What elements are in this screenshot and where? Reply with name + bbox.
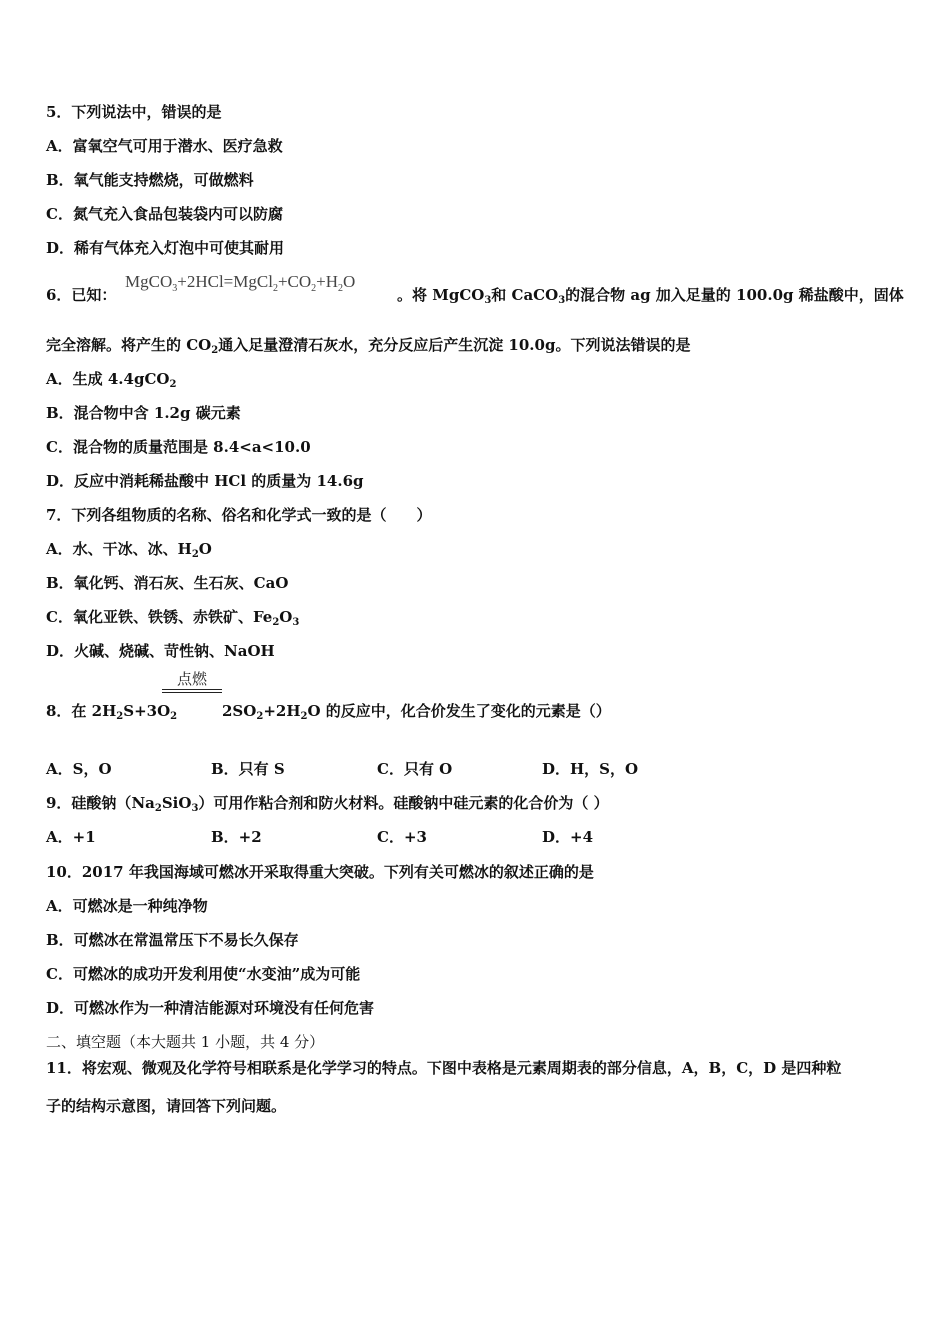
q7-option-c: C．氧化亚铁、铁锈、赤铁矿、$Fe_2O_3$	[46, 608, 300, 628]
question-5-stem: 5．下列说法中，错误的是	[46, 103, 222, 121]
q10-option-b: B．可燃冰在常温常压下不易长久保存	[46, 931, 299, 949]
q5-option-d: D．稀有气体充入灯泡中可使其耐用	[46, 239, 285, 257]
q8-option-d: D．H，S，O	[542, 760, 639, 778]
question-9-stem: 9．硅酸钠$(Na_2SiO_3)$可用作粘合剂和防火材料。硅酸钠中硅元素的化合价为（ ）	[46, 794, 609, 814]
reaction-condition-label: 点燃	[176, 670, 207, 688]
reaction-condition	[162, 670, 222, 693]
q7-option-a: A．水、干冰、冰、$H_2O$	[46, 540, 212, 560]
q6-option-b: B．混合物中含 1.2g 碳元素	[46, 404, 241, 422]
q6-option-a: A．生成 4.4gCO$_2$	[46, 370, 177, 390]
question-10-stem: 10．2017 年我国海域可燃冰开采取得重大突破。下列有关可燃冰的叙述正确的是	[46, 863, 594, 881]
q8-option-b: B．只有 S	[211, 760, 285, 778]
q6-option-d: D．反应中消耗稀盐酸中 HCl 的质量为 14.6g	[46, 472, 364, 490]
q5-option-a: A．富氧空气可用于潜水、医疗急救	[46, 137, 283, 155]
q7-option-d: D．火碱、烧碱、苛性钠、NaOH	[46, 642, 275, 660]
question-11-line-2: 子的结构示意图，请回答下列问题。	[46, 1097, 287, 1115]
reaction-arrow-line	[162, 692, 222, 693]
q9-option-d: D．+4	[542, 828, 594, 846]
q8-option-c: C．只有 O	[377, 760, 453, 778]
reaction-arrow-line	[162, 689, 222, 690]
section-2-heading: 二、填空题（本大题共 1 小题，共 4 分）	[46, 1033, 325, 1051]
q10-option-d: D．可燃冰作为一种清洁能源对环境没有任何危害	[46, 999, 375, 1017]
q9-option-c: C．+3	[377, 828, 427, 846]
q6-stem-line-2: 完全溶解。将产生的 $CO_2$通入足量澄清石灰水，充分反应后产生沉淀 10.0g。下列说法错误的是	[46, 336, 691, 356]
q9-option-b: B．+2	[211, 828, 262, 846]
q10-option-c: C．可燃冰的成功开发利用使“水变油”成为可能	[46, 965, 361, 983]
question-8-stem-end: $2SO_2+2H_2O$ 的反应中，化合价发生了变化的元素是（）	[222, 702, 611, 722]
q5-option-b: B．氧气能支持燃烧，可做燃料	[46, 171, 254, 189]
q7-option-b: B．氧化钙、消石灰、生石灰、CaO	[46, 574, 289, 592]
q6-option-c: C．混合物的质量范围是 8.4<a<10.0	[46, 438, 311, 456]
question-8-stem-start: 8．在 $2H_2S+3O_2$	[46, 702, 178, 722]
q6-stem-line-1: 。将 MgCO$_3$和 CaCO$_3$的混合物 ag 加入足量的 100.0g 稀盐酸中，固体	[397, 286, 904, 306]
q9-option-a: A．+1	[46, 828, 96, 846]
question-6-prefix: 6．已知：	[46, 286, 117, 304]
q5-option-c: C．氮气充入食品包装袋内可以防腐	[46, 205, 283, 223]
question-11-line-1: 11．将宏观、微观及化学符号相联系是化学学习的特点。下图中表格是元素周期表的部分信息，A，B，C，D 是四种粒	[46, 1059, 842, 1077]
q10-option-a: A．可燃冰是一种纯净物	[46, 897, 208, 915]
q6-chemical-equation: $MgCO_3+2HCl=MgCl_2+CO_2+H_2O$	[125, 272, 356, 294]
question-7-stem: 7．下列各组物质的名称、俗名和化学式一致的是（ ）	[46, 506, 432, 524]
q8-option-a: A．S，O	[46, 760, 112, 778]
